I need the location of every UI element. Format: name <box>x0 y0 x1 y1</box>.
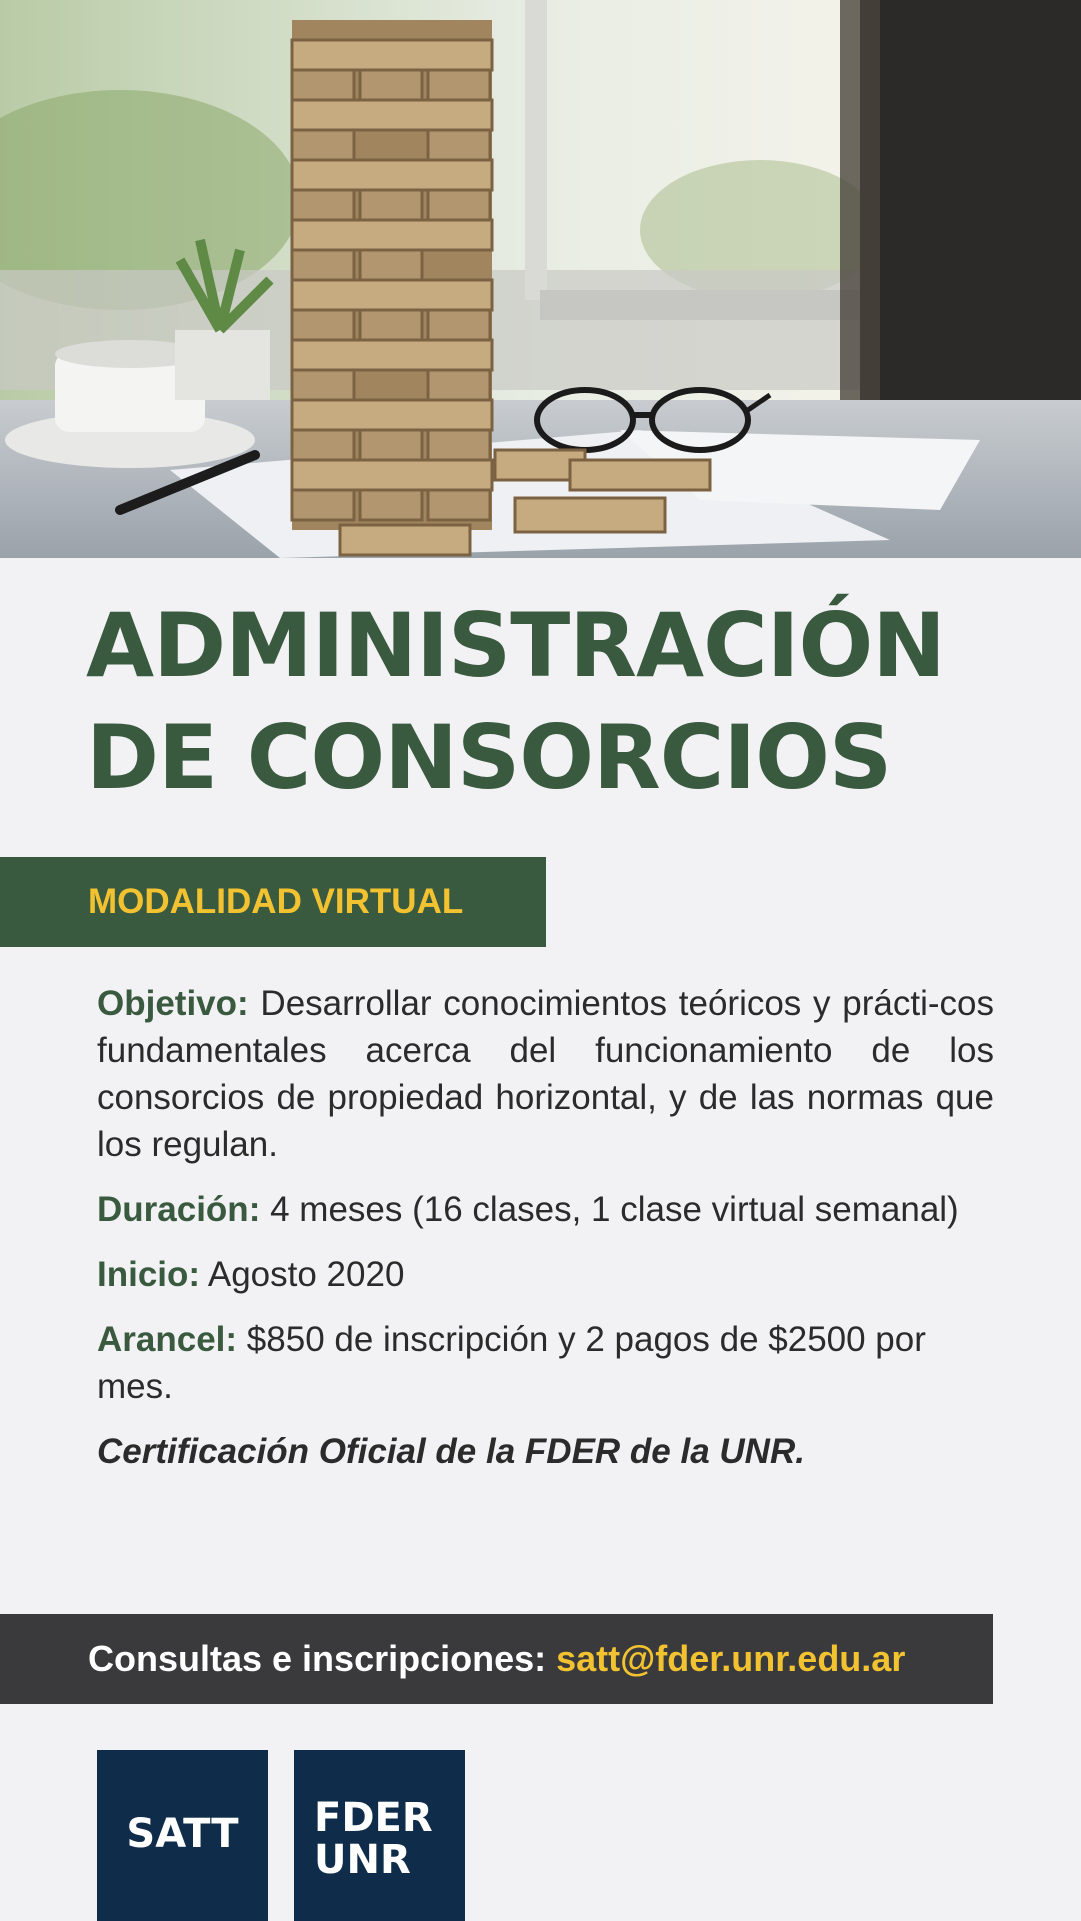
jenga-tower <box>292 20 492 530</box>
objective-text: Desarrollar conocimientos teóricos y prácti-cos fundamentales acerca del funcionamiento de los consorcios de propiedad horizontal, y de las normas que los regulan. <box>97 984 994 1164</box>
hero-photo <box>0 0 1081 558</box>
duration-text: 4 meses (16 clases, 1 clase virtual semanal) <box>270 1190 959 1229</box>
title-line-1: ADMINISTRACIÓN <box>86 594 945 697</box>
fder-logo-line-2: UNR <box>314 1837 411 1883</box>
duration-label: Duración: <box>97 1190 261 1229</box>
certification-text: Certificación Oficial de la FDER de la UNR. <box>97 1432 805 1471</box>
fee-label: Arancel: <box>97 1320 238 1359</box>
contact-label: Consultas e inscripciones: <box>88 1638 547 1679</box>
contact-bar <box>0 1614 993 1704</box>
duration-paragraph <box>97 1186 994 1233</box>
contact-email-link[interactable]: satt@fder.unr.edu.ar <box>556 1638 906 1679</box>
satt-logo <box>97 1750 268 1921</box>
satt-logo-text: SATT <box>126 1811 239 1857</box>
modality-badge-text: MODALIDAD VIRTUAL <box>88 882 464 921</box>
modality-badge <box>0 857 546 947</box>
fder-logo-line-1: FDER <box>314 1795 433 1841</box>
jenga-tower-desk-illustration <box>0 0 1081 558</box>
contact-line <box>88 1614 905 1704</box>
course-details <box>97 980 994 1493</box>
title-line-2: DE CONSORCIOS <box>86 706 892 809</box>
fee-paragraph <box>97 1316 994 1410</box>
fder-unr-logo <box>294 1750 465 1921</box>
objective-paragraph <box>97 980 994 1168</box>
page-title <box>86 590 945 814</box>
start-paragraph <box>97 1251 994 1298</box>
fee-text: $850 de inscripción y 2 pagos de $2500 por mes. <box>97 1320 926 1406</box>
start-text: Agosto 2020 <box>207 1255 405 1294</box>
start-label: Inicio: <box>97 1255 201 1294</box>
objective-label: Objetivo: <box>97 984 249 1023</box>
